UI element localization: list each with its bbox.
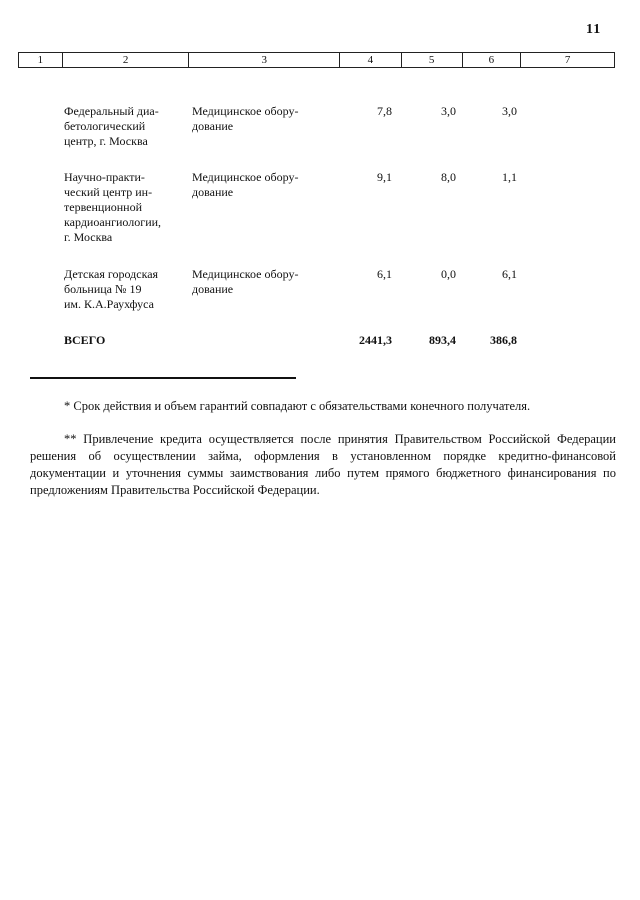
footnote-1: * Срок действия и объем гарантий совпадают с обязательствами конечного получателя. (64, 399, 531, 413)
recipient-name (64, 170, 182, 245)
footnote-2-text: ** Привлечение кредита осуществляется после принятия Правительством Российской Федерации решения об осуществлении займа, оформления в установленном порядке кредитно-финансовой документации и уточнения суммы заимствования либо путем прямого бюджетного финансирования по предложениям Правительства Российской Федерации. (30, 432, 616, 497)
value-col-4: 7,8 (377, 104, 392, 118)
recipient-name-line: кардиоангиологии, (64, 215, 162, 229)
total-col-6: 386,8 (490, 333, 517, 347)
table-column-header (18, 52, 615, 68)
recipient-name-line: им. К.А.Раухфуса (64, 297, 154, 311)
recipient-name (64, 267, 182, 312)
purpose-line: Медицинское обору- (192, 170, 299, 184)
value-col-5: 3,0 (441, 104, 456, 118)
value-col-4: 9,1 (377, 170, 392, 184)
recipient-name (64, 104, 182, 149)
recipient-name-line: Детская городская (64, 267, 159, 281)
value-col-5: 0,0 (441, 267, 456, 281)
column-number-4: 4 (340, 53, 402, 67)
page-number: 11 (586, 22, 602, 37)
value-col-4: 6,1 (377, 267, 392, 281)
recipient-name-line: г. Москва (64, 230, 113, 244)
value-col-5: 8,0 (441, 170, 456, 184)
purpose-cell (192, 104, 322, 134)
purpose-line: дование (192, 185, 234, 199)
column-number-5: 5 (402, 53, 463, 67)
total-label: ВСЕГО (64, 333, 106, 347)
purpose-line: дование (192, 119, 234, 133)
column-number-7: 7 (564, 54, 571, 66)
recipient-name-line: Федеральный диа- (64, 104, 159, 118)
recipient-name-line: бетологический (64, 119, 146, 133)
purpose-line: Медицинское обору- (192, 104, 299, 118)
recipient-name-line: тервенционной (64, 200, 143, 214)
footnote-separator (30, 377, 296, 379)
recipient-name-line: больница № 19 (64, 282, 142, 296)
purpose-cell (192, 267, 322, 297)
value-col-6: 6,1 (502, 267, 517, 281)
column-number-1: 1 (19, 53, 63, 67)
total-col-5: 893,4 (429, 333, 456, 347)
column-number-3: 3 (189, 53, 340, 67)
recipient-name-line: центр, г. Москва (64, 134, 148, 148)
column-number-6: 6 (463, 53, 522, 67)
value-col-6: 1,1 (502, 170, 517, 184)
total-col-4: 2441,3 (359, 333, 392, 347)
purpose-line: дование (192, 282, 234, 296)
purpose-line: Медицинское обору- (192, 267, 299, 281)
value-col-6: 3,0 (502, 104, 517, 118)
footnote-2 (30, 431, 616, 499)
purpose-cell (192, 170, 322, 200)
column-number-2: 2 (63, 53, 190, 67)
recipient-name-line: ческий центр ин- (64, 185, 153, 199)
recipient-name-line: Научно-практи- (64, 170, 145, 184)
